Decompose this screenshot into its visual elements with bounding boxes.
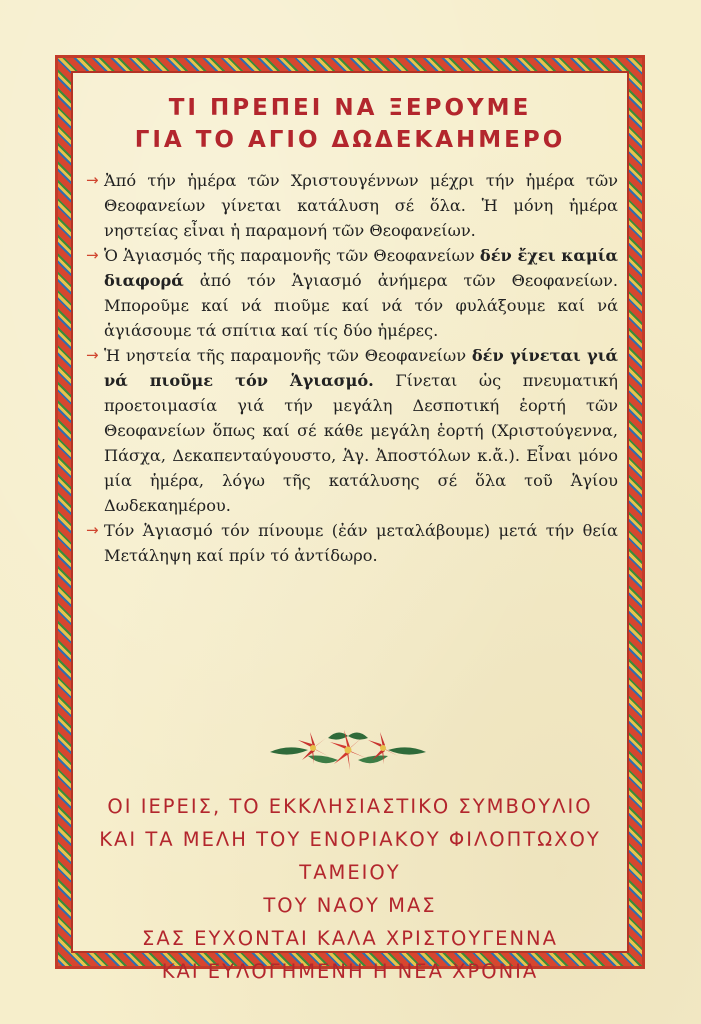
page-title bbox=[82, 92, 618, 156]
closing-line-3: ΤΟΥ ΝΑΟΥ ΜΑΣ bbox=[263, 894, 437, 917]
poinsettia-ornament-icon bbox=[268, 726, 428, 774]
item-text-pre: Ἡ νηστεία τῆς παραμονῆς τῶν Θεοφανείων bbox=[104, 346, 472, 365]
item-text-bold: δέν ἔχει καμία διαφορά bbox=[104, 246, 619, 290]
item-text-post: ἀπό τόν Ἁγιασμό ἀνήμερα τῶν Θεοφανείων. Μποροῦμε καί νά πιοῦμε καί νά τόν φυλάξουμε καί νά ἁγιάσουμε τά σπίτια καί τίς δύο ἡμέρες. bbox=[104, 271, 618, 340]
list-item bbox=[82, 168, 618, 243]
item-text: Τόν Ἁγιασμό τόν πίνουμε (ἐάν μεταλάβουμε) μετά τήν θεία Μετάληψη καί πρίν τό ἀντίδωρο. bbox=[104, 521, 618, 565]
item-text: Ἀπό τήν ἡμέρα τῶν Χριστουγέννων μέχρι τήν ἡμέρα τῶν Θεοφανείων γίνεται κατάλυση σέ ὅλα. Ἡ μόνη ἡμέρα νηστείας εἶναι ἡ παραμονή τῶν Θεοφανείων. bbox=[104, 171, 618, 240]
title-line-2: ΓΙΑ ΤΟ ΑΓΙΟ ΔΩΔΕΚΑΗΜΕΡΟ bbox=[134, 127, 566, 153]
arrow-right-icon: → bbox=[86, 171, 99, 189]
closing-greeting bbox=[82, 790, 618, 988]
closing-line-2: ΚΑΙ ΤΑ ΜΕΛΗ ΤΟΥ ΕΝΟΡΙΑΚΟΥ ΦΙΛΟΠΤΩΧΟΥ ΤΑΜΕΙΟΥ bbox=[99, 828, 601, 884]
arrow-right-icon: → bbox=[86, 521, 99, 539]
closing-line-4: ΣΑΣ ΕΥΧΟΝΤΑΙ ΚΑΛΑ ΧΡΙΣΤΟΥΓΕΝΝΑ bbox=[142, 927, 558, 950]
item-text-pre: Ὁ Ἁγιασμός τῆς παραμονῆς τῶν Θεοφανείων bbox=[104, 246, 480, 265]
list-item bbox=[82, 343, 618, 518]
list-item bbox=[82, 243, 618, 343]
closing-line-1: ΟΙ ΙΕΡΕΙΣ, ΤΟ ΕΚΚΛΗΣΙΑΣΤΙΚΟ ΣΥΜΒΟΥΛΙΟ bbox=[107, 795, 593, 818]
info-list bbox=[82, 168, 618, 568]
item-text-bold: δέν γίνεται γιά νά πιοῦμε τόν Ἁγιασμό. bbox=[104, 346, 619, 390]
main-content bbox=[82, 90, 618, 568]
closing-line-5: ΚΑΙ ΕΥΛΟΓΗΜΕΝΗ Η ΝΕΑ ΧΡΟΝΙΑ bbox=[161, 960, 539, 983]
list-item bbox=[82, 518, 618, 568]
item-text-post: Γίνεται ὡς πνευματική προετοιμασία γιά τήν μεγάλη Δεσποτική ἑορτή τῶν Θεοφανείων ὅπως καί σέ κάθε μεγάλη ἑορτή (Χριστούγεννα, Πάσχα, Δεκαπενταύγουστο, Ἁγ. Ἀποστόλων κ.ἄ.). Εἶναι μόνο μία ἡμέρα, λόγω τῆς κατάλυσης σέ ὅλα τοῦ Ἁγίου Δωδεκαημέρου. bbox=[104, 371, 618, 515]
title-line-1: ΤΙ ΠΡΕΠΕΙ ΝΑ ΞΕΡΟΥΜΕ bbox=[168, 95, 532, 121]
arrow-right-icon: → bbox=[86, 346, 99, 364]
arrow-right-icon: → bbox=[86, 246, 99, 264]
